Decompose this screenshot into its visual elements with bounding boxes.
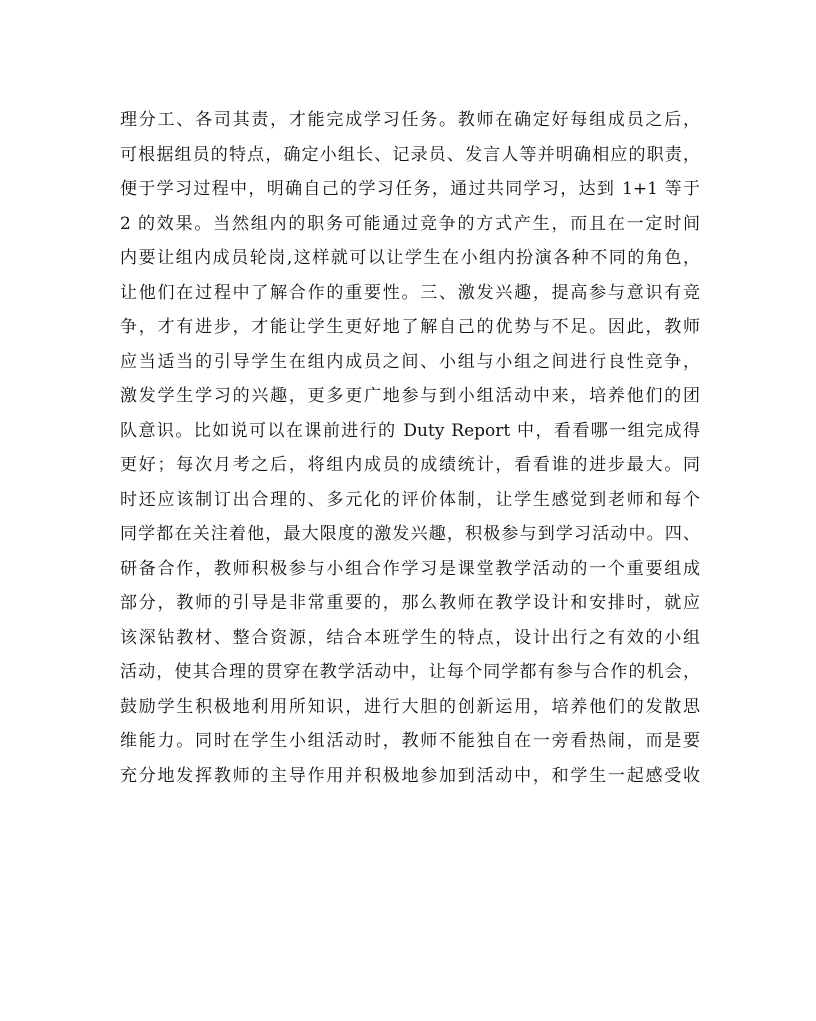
text-line: 部分，教师的引导是非常重要的，那么教师在教学设计和安排时，就应 <box>120 593 700 613</box>
text-line: 同学都在关注着他，最大限度的激发兴趣，积极参与到学习活动中。四、 <box>120 524 700 544</box>
text-line: 应当适当的引导学生在组内成员之间、小组与小组之间进行良性竞争， <box>120 351 700 372</box>
text-line: 该深钻教材、整合资源，结合本班学生的特点，设计出行之有效的小组 <box>120 627 700 648</box>
text-line: 2 的效果。当然组内的职务可能通过竞争的方式产生，而且在一定时间 <box>120 213 700 234</box>
text-line: 充分地发挥教师的主导作用并积极地参加到活动中，和学生一起感受收 <box>120 765 700 786</box>
text-line: 激发学生学习的兴趣，更多更广地参与到小组活动中来，培养他们的团 <box>120 386 700 406</box>
text-line: 更好；每次月考之后，将组内成员的成绩统计，看看谁的进步最大。同 <box>120 455 700 475</box>
text-line: 时还应该制订出合理的、多元化的评价体制，让学生感觉到老师和每个 <box>120 489 700 510</box>
text-line: 队意识。比如说可以在课前进行的 Duty Report 中，看看哪一组完成得 <box>120 420 700 441</box>
text-line: 维能力。同时在学生小组活动时，教师不能独自在一旁看热闹，而是要 <box>120 731 700 751</box>
text-line: 研备合作，教师积极参与小组合作学习是课堂教学活动的一个重要组成 <box>120 558 700 579</box>
text-line: 让他们在过程中了解合作的重要性。三、激发兴趣，提高参与意识有竞 <box>120 282 700 303</box>
text-line: 内要让组内成员轮岗,这样就可以让学生在小组内扮演各种不同的角色， <box>120 248 700 268</box>
text-line: 鼓励学生积极地利用所知识，进行大胆的创新运用，培养他们的发散思 <box>120 696 700 717</box>
text-line: 可根据组员的特点，确定小组长、记录员、发言人等并明确相应的职责， <box>120 144 700 165</box>
body-text <box>120 103 700 793</box>
text-line: 理分工、各司其责，才能完成学习任务。教师在确定好每组成员之后， <box>120 110 700 130</box>
text-line: 便于学习过程中，明确自己的学习任务，通过共同学习，达到 1+1 等于 <box>120 179 700 199</box>
text-line: 争，才有进步，才能让学生更好地了解自己的优势与不足。因此，教师 <box>120 317 700 337</box>
text-line: 活动，使其合理的贯穿在教学活动中，让每个同学都有参与合作的机会， <box>120 662 700 682</box>
